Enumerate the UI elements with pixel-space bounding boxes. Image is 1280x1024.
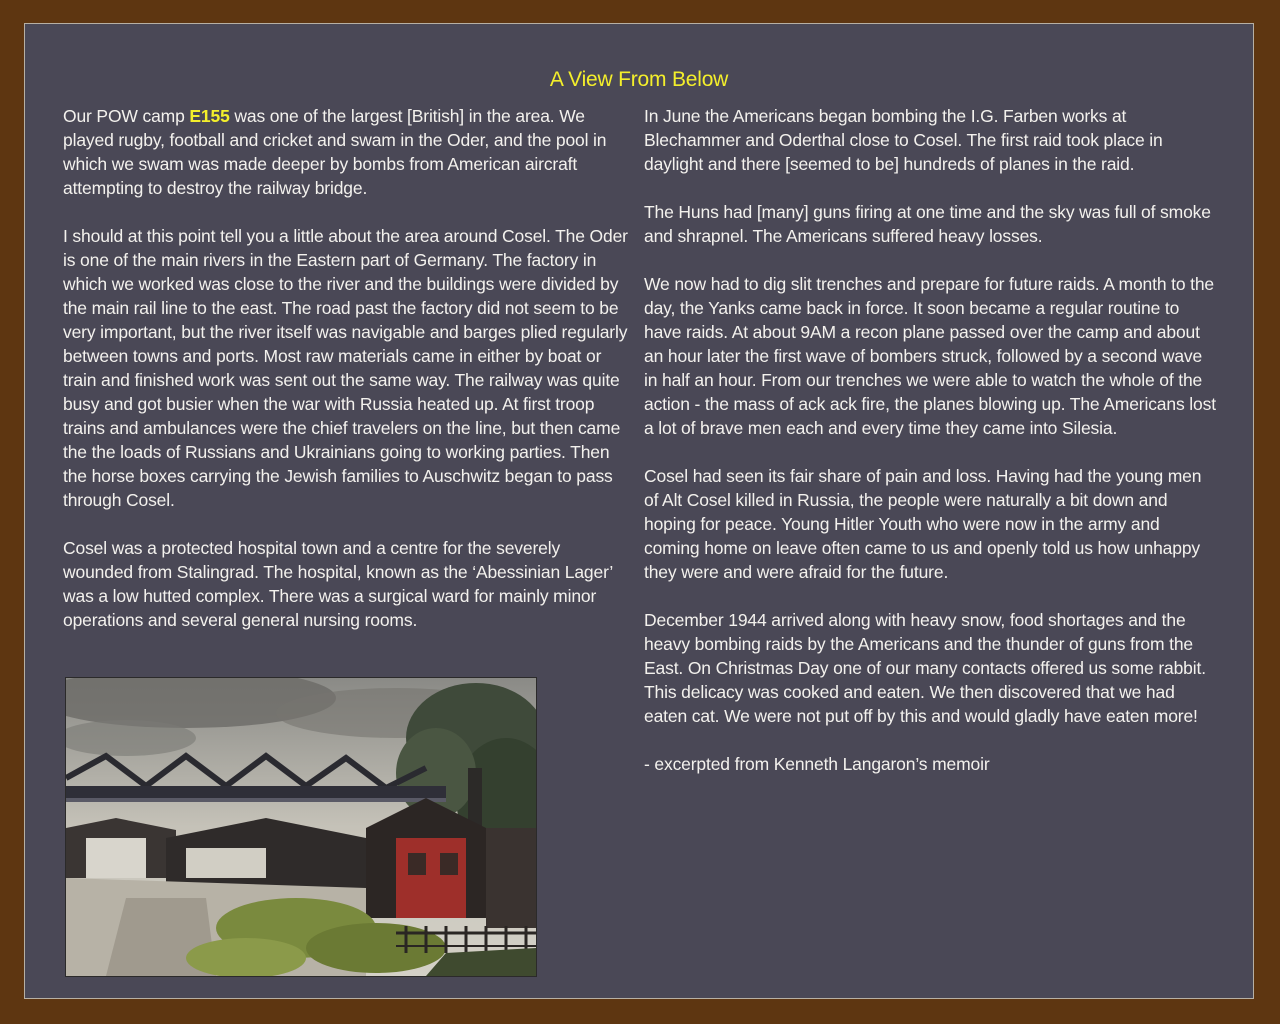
left-paragraph-2: I should at this point tell you a little about the area around Cosel. The Oder is one of the main rivers in the Eastern part of Germany. The factory in which we worked was close to the river and the buildings were divided by the main rail line to the east. The road past the factory did not seem to be very important, but the river itself was navigable and barges plied regularly between towns and ports. Most raw materials came in either by boat or train and finished work was sent out the same way. The railway was quite busy and got busier when the war with Russia heated up. At first troop trains and ambulances were the chief travelers on the line, but then came the the loads of Russians and Ukrainians going to working parties. Then the horse boxes carrying the Jewish families to Auschwitz began to pass through Cosel. [63, 226, 628, 510]
right-paragraph-2: The Huns had [many] guns firing at one time and the sky was full of smoke and shrapnel. The Americans suffered heavy losses. [644, 202, 1211, 246]
right-column [644, 104, 1219, 800]
right-paragraph-1: In June the Americans began bombing the I.G. Farben works at Blechammer and Oderthal close to Cosel. The first raid took place in daylight and there [seemed to be] hundreds of planes in the raid. [644, 106, 1163, 174]
article-title: A View From Below [549, 68, 729, 91]
left-paragraph-1 [63, 104, 629, 200]
paragraph-text-before: Our POW camp [63, 106, 190, 126]
camp-code-highlight: E155 [189, 106, 230, 126]
left-paragraph-3: Cosel was a protected hospital town and a centre for the severely wounded from Stalingrad. The hospital, known as the ‘Abessinian Lager’ was a low hutted complex. There was a surgical ward for mainly minor operations and several general nursing rooms. [63, 538, 613, 630]
paragraph-text-after: was one of the largest [British] in the area. We played rugby, football and cricket and swam in the Oder, and the pool in which we swam was made deeper by bombs from American aircraft attempting to destroy the railway bridge. [63, 106, 607, 198]
memoir-credit: - excerpted from Kenneth Langaron’s memoir [644, 754, 990, 774]
camp-sketch-illustration [65, 677, 537, 977]
right-paragraph-5: December 1944 arrived along with heavy snow, food shortages and the heavy bombing raids by the Americans and the thunder of guns from the East. On Christmas Day one of our many contacts offered us some rabbit. This delicacy was cooked and eaten. We then discovered that we had eaten cat. We were not put off by this and would gladly have eaten more! [644, 610, 1206, 726]
right-paragraph-4: Cosel had seen its fair share of pain and loss. Having had the young men of Alt Cosel killed in Russia, the people were naturally a bit down and hoping for peace. Young Hitler Youth who were now in the army and coming home on leave often came to us and openly told us how unhappy they were and were afraid for the future. [644, 466, 1202, 582]
right-paragraph-3: We now had to dig slit trenches and prepare for future raids. A month to the day, the Yanks came back in force. It soon became a regular routine to have raids. At about 9AM a recon plane passed over the camp and about an hour later the first wave of bombers struck, followed by a second wave in half an hour. From our trenches we were able to watch the whole of the action - the mass of ack ack fire, the planes blowing up. The Americans lost a lot of brave men each and every time they came into Silesia. [644, 274, 1216, 438]
left-column [63, 104, 629, 656]
article-panel [24, 23, 1254, 999]
